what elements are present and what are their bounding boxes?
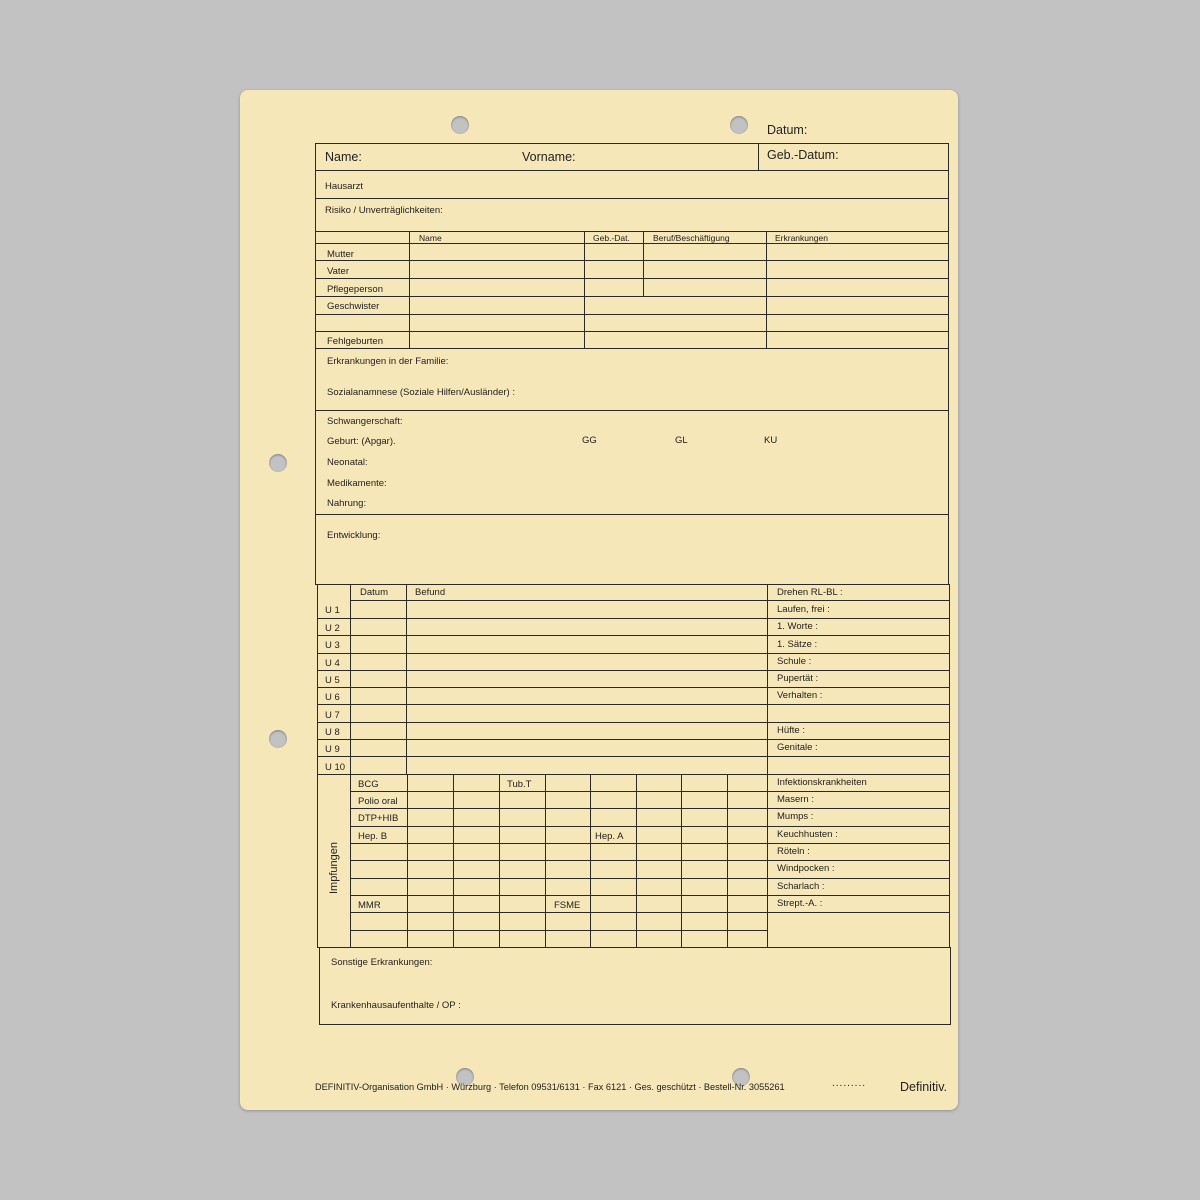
development-frame [315, 514, 949, 585]
exam-row-label: U 8 [325, 727, 340, 738]
fsme-label: FSME [554, 900, 581, 911]
exam-row-label: U 5 [325, 675, 340, 686]
punch-hole [269, 454, 287, 472]
family-row-label: Mutter [327, 249, 354, 260]
punch-hole [451, 116, 469, 134]
neonatal-label: Neonatal: [327, 457, 368, 468]
infection-label: Strept.-A. : [777, 898, 823, 909]
exam-row-label: U 7 [325, 710, 340, 721]
exam-row-label: U 4 [325, 658, 340, 669]
punch-hole [730, 116, 748, 134]
name-label: Name: [325, 150, 362, 164]
other-illnesses-label: Sonstige Erkrankungen: [331, 957, 433, 968]
family-col-name: Name [419, 233, 442, 243]
milestone-label: Pupertät : [777, 673, 819, 684]
vaccinations-label: Impfungen [328, 842, 340, 894]
footer-dots: ......... [832, 1078, 867, 1089]
hausarzt-label: Hausarzt [325, 181, 364, 192]
vaccine-row-label: MMR [358, 900, 381, 911]
milestone-label: Verhalten : [777, 690, 823, 701]
family-row-label: Geschwister [327, 301, 380, 312]
geb-datum-label: Geb.-Datum: [767, 148, 839, 162]
risiko-label: Risiko / Unverträglichkeiten: [325, 205, 443, 216]
form-sheet [240, 90, 958, 1110]
vaccine-row-label: Hep. B [358, 831, 388, 842]
hep-a-label: Hep. A [595, 831, 624, 842]
exam-date-header: Datum [360, 587, 388, 598]
milestone-label: Drehen RL-BL : [777, 587, 843, 598]
milestone-label: Genitale : [777, 742, 818, 753]
medication-label: Medikamente: [327, 478, 387, 489]
birth-frame [315, 410, 949, 515]
vorname-label: Vorname: [522, 150, 576, 164]
hospital-stays-label: Krankenhausaufenthalte / OP : [331, 1000, 461, 1011]
milestone-label: 1. Worte : [777, 621, 819, 632]
infection-label: Scharlach : [777, 881, 825, 892]
milestone-label: Schule : [777, 656, 812, 667]
infection-label: Keuchhusten : [777, 829, 838, 840]
vaccine-row-label: BCG [358, 779, 379, 790]
exam-row-label: U 2 [325, 623, 340, 634]
infection-label: Mumps : [777, 811, 814, 822]
ku-label: KU [764, 435, 778, 446]
vaccine-row-label: DTP+HIB [358, 813, 399, 824]
header-frame [315, 143, 949, 349]
development-label: Entwicklung: [327, 530, 381, 541]
exam-row-label: U 1 [325, 605, 340, 616]
gl-label: GL [675, 435, 688, 446]
infection-label: Windpocken : [777, 863, 835, 874]
punch-hole [269, 730, 287, 748]
family-col-beruf: Beruf/Beschäftigung [653, 233, 730, 243]
exam-vaccine-frame [317, 584, 950, 948]
family-row-label: Vater [327, 266, 350, 277]
exam-row-label: U 6 [325, 692, 340, 703]
infections-title: Infektionskrankheiten [777, 777, 867, 788]
infection-label: Röteln : [777, 846, 810, 857]
pregnancy-label: Schwangerschaft: [327, 416, 403, 427]
family-illness-label: Erkrankungen in der Familie: [327, 356, 449, 367]
milestone-label: Hüfte : [777, 725, 805, 736]
datum-label: Datum: [767, 123, 808, 137]
footer-publisher: DEFINITIV-Organisation GmbH · Würzburg · Telefon 09531/6131 · Fax 6121 · Ges. geschützt · Bestell-Nr. 3055261 [315, 1082, 785, 1092]
exam-findings-header: Befund [415, 587, 446, 598]
family-row-label: Fehlgeburten [327, 336, 383, 347]
infection-label: Masern : [777, 794, 814, 805]
footer-brand: Definitiv. [900, 1080, 948, 1094]
birth-label: Geburt: (Apgar). [327, 436, 396, 447]
gg-label: GG [582, 435, 597, 446]
family-col-erkrankungen: Erkrankungen [775, 233, 828, 243]
family-row-label: Pflegeperson [327, 284, 383, 295]
milestone-label: 1. Sätze : [777, 639, 818, 650]
social-history-label: Sozialanamnese (Soziale Hilfen/Ausländer) : [327, 387, 515, 398]
vaccine-row-label: Polio oral [358, 796, 398, 807]
exam-row-label: U 10 [325, 762, 346, 773]
milestone-label: Laufen, frei : [777, 604, 830, 615]
exam-row-label: U 9 [325, 744, 340, 755]
tub-t-label: Tub.T [507, 779, 532, 790]
family-col-gebdat: Geb.-Dat. [593, 233, 630, 243]
exam-row-label: U 3 [325, 640, 340, 651]
nutrition-label: Nahrung: [327, 498, 367, 509]
